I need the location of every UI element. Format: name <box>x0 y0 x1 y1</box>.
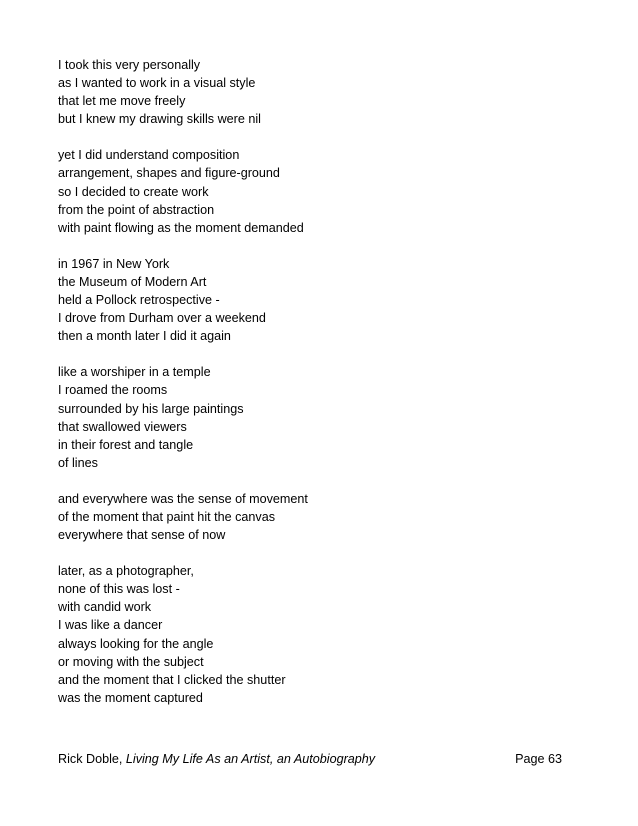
poem-line: from the point of abstraction <box>58 202 215 217</box>
poem-stanza <box>58 56 578 128</box>
poem-line: everywhere that sense of now <box>58 528 226 543</box>
poem-line: like a worshiper in a temple <box>58 365 211 380</box>
poem-line: held a Pollock retrospective - <box>58 293 220 308</box>
poem-line: with paint flowing as the moment demanded <box>58 220 304 235</box>
poem-line: but I knew my drawing skills were nil <box>58 112 261 127</box>
poem-line: later, as a photographer, <box>58 564 194 579</box>
poem-stanza <box>58 363 578 472</box>
poem-line: the Museum of Modern Art <box>58 274 207 289</box>
poem-line: so I decided to create work <box>58 184 209 199</box>
poem-line: I roamed the rooms <box>58 383 168 398</box>
poem-line: or moving with the subject <box>58 654 204 669</box>
page-footer <box>58 750 562 768</box>
poem-line: arrangement, shapes and figure-ground <box>58 166 280 181</box>
poem-line: then a month later I did it again <box>58 329 231 344</box>
poem-stanza <box>58 146 578 236</box>
poem-line: of the moment that paint hit the canvas <box>58 509 276 524</box>
poem-stanza <box>58 562 578 707</box>
poem-line: in their forest and tangle <box>58 437 194 452</box>
poem-line: none of this was lost - <box>58 582 180 597</box>
poem-line: with candid work <box>58 600 152 615</box>
footer-author: Rick Doble, <box>58 752 126 766</box>
poem-line: I was like a dancer <box>58 618 163 633</box>
poem-stanza <box>58 490 578 544</box>
poem-line: that let me move freely <box>58 94 186 109</box>
poem-line: that swallowed viewers <box>58 419 187 434</box>
footer-book-title: Living My Life As an Artist, an Autobiography <box>125 752 376 766</box>
poem-line: as I wanted to work in a visual style <box>58 76 256 91</box>
poem-line: surrounded by his large paintings <box>58 401 244 416</box>
page-number: Page 63 <box>515 752 562 766</box>
poem-line: in 1967 in New York <box>58 256 170 271</box>
poem-line: I took this very personally <box>58 58 201 72</box>
poem-line: I drove from Durham over a weekend <box>58 311 266 326</box>
poem-line: yet I did understand composition <box>58 148 240 163</box>
footer-citation <box>58 750 375 768</box>
poem-line: always looking for the angle <box>58 636 214 651</box>
poem-line: and the moment that I clicked the shutter <box>58 672 286 687</box>
poem-line: was the moment captured <box>58 690 203 705</box>
poem-stanza <box>58 255 578 345</box>
poem-body <box>58 56 578 725</box>
poem-line: of lines <box>58 455 98 470</box>
poem-line: and everywhere was the sense of movement <box>58 491 308 506</box>
